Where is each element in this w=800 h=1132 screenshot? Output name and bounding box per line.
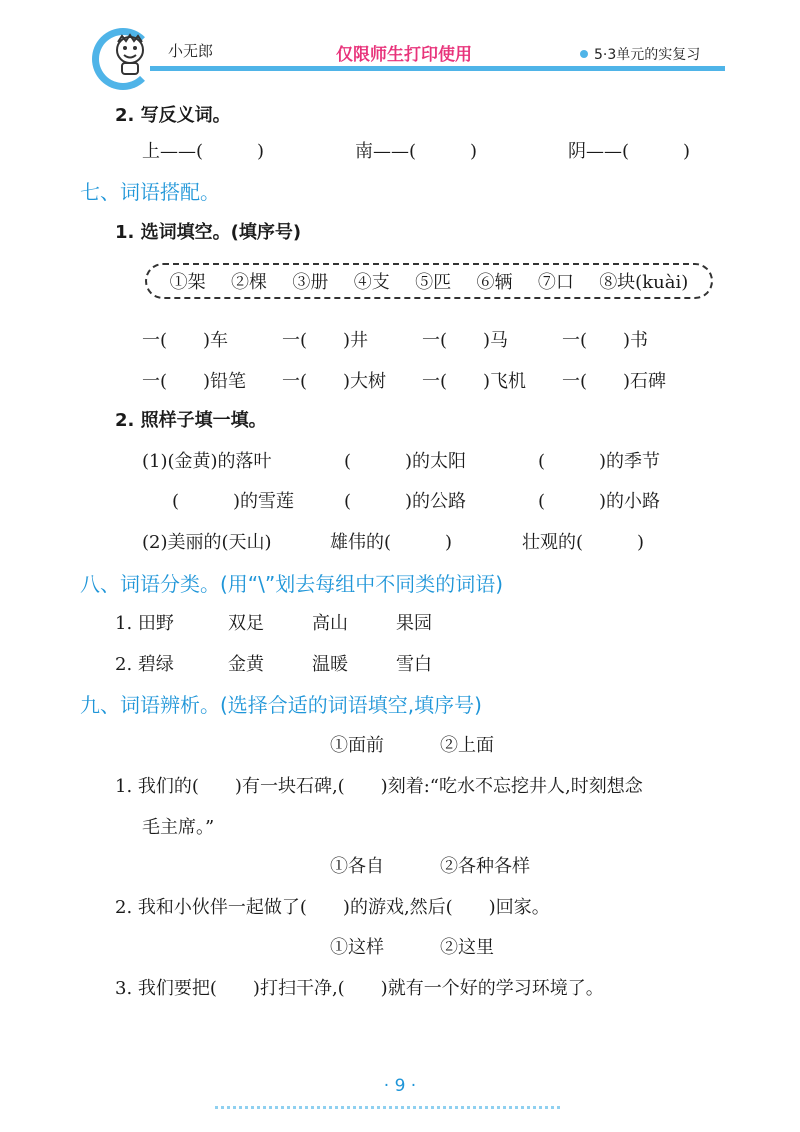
word-option: ⑥辆	[476, 272, 513, 293]
pattern-blank: 雄伟的( )	[330, 532, 453, 553]
word-group-item: 2. 碧绿	[115, 654, 174, 675]
measure-word-blank: 一( )铅笔	[142, 371, 247, 392]
header-section-text: 5·3单元的实复习	[594, 47, 701, 63]
word-group-item: 雪白	[396, 654, 432, 675]
word-option: ⑦口	[537, 272, 574, 293]
choice-option: ②上面	[440, 735, 494, 756]
bullet-dot-icon	[580, 50, 588, 58]
pattern-example: (2)美丽的(天山)	[142, 532, 272, 553]
choice-option: ①各自	[330, 856, 384, 877]
measure-word-blank: 一( )马	[422, 330, 509, 351]
choice-option: ②这里	[440, 937, 494, 958]
antonym-item: 上——( )	[142, 141, 265, 162]
question-text: 3. 我们要把( )打扫干净,( )就有一个好的学习环境了。	[115, 978, 604, 999]
measure-word-blank: 一( )大树	[282, 371, 387, 392]
choice-option: ①面前	[330, 735, 384, 756]
section-8-title: 八、词语分类。(用“\”划去每组中不同类的词语)	[80, 572, 504, 596]
section-9-title: 九、词语辨析。(选择合适的词语填空,填序号)	[80, 693, 482, 717]
measure-word-blank: 一( )井	[282, 330, 369, 351]
header-bar	[150, 66, 725, 71]
antonym-question-title: 2. 写反义词。	[115, 105, 231, 126]
measure-word-blank: 一( )飞机	[422, 371, 527, 392]
page-number: · 9 ·	[383, 1076, 417, 1096]
word-group-item: 金黄	[228, 654, 264, 675]
pattern-blank: ( )的小路	[538, 491, 661, 512]
choice-option: ①这样	[330, 937, 384, 958]
pattern-blank: 壮观的( )	[522, 532, 645, 553]
pattern-blank: ( )的公路	[344, 491, 467, 512]
pattern-question-title: 2. 照样子填一填。	[115, 410, 267, 431]
header-series-label: 小无郎	[168, 42, 214, 60]
pattern-example: (1)(金黄)的落叶	[142, 451, 272, 472]
antonym-item: 阴——( )	[568, 141, 691, 162]
mascot-icon	[110, 32, 150, 76]
measure-word-blank: 一( )书	[562, 330, 649, 351]
question-text: 1. 我们的( )有一块石碑,( )刻着:“吃水不忘挖井人,时刻想念	[115, 776, 643, 797]
word-group-item: 1. 田野	[115, 613, 174, 634]
word-option: ①架	[169, 272, 206, 293]
measure-word-blank: 一( )车	[142, 330, 229, 351]
word-option: ④支	[353, 272, 390, 293]
pattern-blank: ( )的雪莲	[172, 491, 295, 512]
question-text-continued: 毛主席。”	[142, 817, 215, 838]
header-section-label	[580, 44, 700, 64]
word-option: ②棵	[231, 272, 268, 293]
measure-word-blank: 一( )石碑	[562, 371, 667, 392]
pattern-blank: ( )的太阳	[344, 451, 467, 472]
word-group-item: 双足	[228, 613, 264, 634]
word-option-box	[145, 263, 713, 299]
fill-in-title: 1. 选词填空。(填序号)	[115, 222, 302, 243]
section-7-title: 七、词语搭配。	[80, 180, 220, 204]
antonym-item: 南——( )	[355, 141, 478, 162]
pattern-blank: ( )的季节	[538, 451, 661, 472]
question-text: 2. 我和小伙伴一起做了( )的游戏,然后( )回家。	[115, 897, 550, 918]
header-print-notice: 仅限师生打印使用	[336, 45, 472, 65]
word-group-item: 高山	[312, 613, 348, 634]
footer-decoration	[215, 1106, 560, 1109]
word-option: ③册	[292, 272, 329, 293]
word-option: ⑧块(kuài)	[599, 272, 689, 293]
choice-option: ②各种各样	[440, 856, 530, 877]
word-group-item: 果园	[396, 613, 432, 634]
word-group-item: 温暖	[312, 654, 348, 675]
word-option: ⑤匹	[415, 272, 452, 293]
